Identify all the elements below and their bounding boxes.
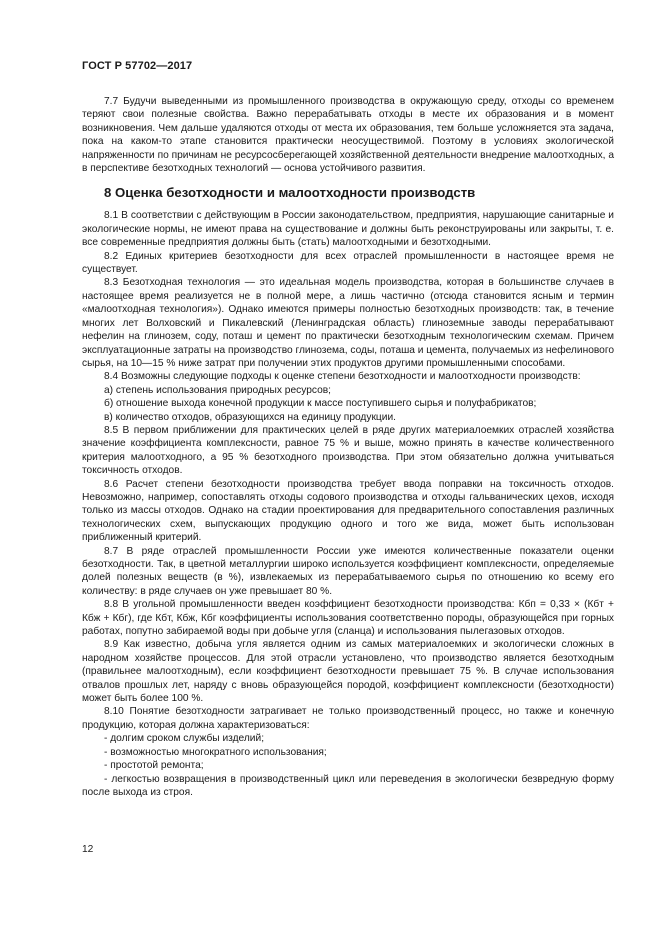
list-item-8-10-1: - долгим сроком службы изделий; [104, 733, 265, 745]
paragraph-8-9: 8.9 Как известно, добыча угля является одним из самых материалоемких и экологически сложных в народном хозяйстве процессов. Для этой отрасли установлено, что производство является безотходным (правильнее малоотходным), если коэффициент безотходности превышает 75 %. В случае использования отвалов прошлых лет, наряду с вновь образующейся породой, коэффициент комплексности (безотходности) может быть более 100 %. [82, 639, 614, 705]
list-item-8-4-a: а) степень использования природных ресурсов; [104, 384, 331, 396]
list-item-8-10-2: - возможностью многократного использования; [104, 746, 327, 758]
list-item-8-10-3: - простотой ремонта; [104, 760, 204, 772]
document-header: ГОСТ Р 57702—2017 [82, 60, 193, 72]
section-8-heading: 8 Оценка безотходности и малоотходности производств [104, 185, 476, 201]
paragraph-8-1: 8.1 В соответствии с действующим в России законодательством, предприятия, нарушающие санитарные и экологические нормы, не имеют права на существование и должны быть реконструированы или закрыты, т. е. все современные предприятия должны быть (стать) малоотходными и безотходными. [82, 210, 614, 249]
paragraph-8-6: 8.6 Расчет степени безотходности производства требует ввода поправки на токсичность отходов. Невозможно, например, сопоставлять отходы содового производства и отходы гальванических цехов, исходя только из массы отходов. Однако на стадии проектирования для предварительного сопоставления различных технологических схем, выпускающих продукцию одного и того же вида, может быть использован приближенный критерий. [82, 478, 614, 544]
paragraph-8-10: 8.10 Понятие безотходности затрагивает не только производственный процесс, но также и конечную продукцию, которая должна характеризоваться: [82, 706, 614, 731]
list-item-8-4-c: в) количество отходов, образующихся на единицу продукции. [104, 411, 396, 423]
paragraph-8-8: 8.8 В угольной промышленности введен коэффициент безотходности производства: Кбп = 0,33 × (Кбт + Кбж + Кбг), где Кбт, Кбж, Кбг коэффициенты использования соответственно породы, образующейся при горных работах, попутно забираемой воды при добыче угля (сланца) и использования пылегазовых отходов. [82, 599, 614, 638]
paragraph-8-2: 8.2 Единых критериев безотходности для всех отраслей промышленности в настоящее время не существует. [82, 250, 614, 276]
paragraph-8-7: 8.7 В ряде отраслей промышленности России уже имеются количественные показатели оценки безотходности. Так, в цветной металлургии широко используется коэффициент комплексности, определяемые долей полезных веществ (в %), извлекаемых из перерабатываемого сырья по отношению ко всему его количеству: в ряде случаев он уже превышает 80 %. [82, 545, 614, 597]
paragraph-8-3: 8.3 Безотходная технология — это идеальная модель производства, которая в большинстве случаев в настоящее время реализуется не в полной мере, а лишь частично (отсюда становится ясным и термин «малоотходная технология»). Однако имеются примеры полностью безотходных производств: так, в течение многих лет Волховский и Пикалевский (Ленинградская область) глиноземные заводы перерабатывают нефелин на глинозем, соду, поташ и цемент по практически безотходным технологическим схемам. Причем эксплуатационные затраты на производство глинозема, соды, поташа и цемента, получаемых из нефелинового сырья, на 10—15 % ниже затрат при получении этих продуктов другими промышленными способами. [82, 277, 614, 369]
paragraph-7-7: 7.7 Будучи выведенными из промышленного производства в окружающую среду, отходы со временем теряют свои полезные свойства. Важно перерабатывать отходы в месте их образования и в момент возникновения. Чем дальше удаляются отходы от места их образования, тем больше усложняется эта задача, пока на каком-то этапе становится практически неосуществимой. Поэтому в условиях экологической напряженности по причинам не ресурсосберегающей хозяйственной деятельности внедрение малоотходных, а в перспективе безотходных технологий — основа устойчивого развития. [82, 96, 614, 175]
document-body [82, 95, 614, 799]
list-item-8-10-4: - легкостью возвращения в производственный цикл или переведения в экологически безвредную форму после выхода из строя. [82, 773, 614, 798]
page-number: 12 [82, 844, 94, 855]
paragraph-8-4: 8.4 Возможны следующие подходы к оценке степени безотходности и малоотходности производств: [104, 371, 581, 383]
list-item-8-4-b: б) отношение выхода конечной продукции к массе поступившего сырья и полуфабрикатов; [104, 398, 537, 410]
paragraph-8-5: 8.5 В первом приближении для практических целей в ряде других материалоемких отраслей хозяйства значение коэффициента комплексности, равное 75 % и выше, можно принять в качестве количественного критерия малоотходного, а 95 % безотходного производства. При этом обязательно должна учитываться токсичность отходов. [82, 424, 614, 477]
